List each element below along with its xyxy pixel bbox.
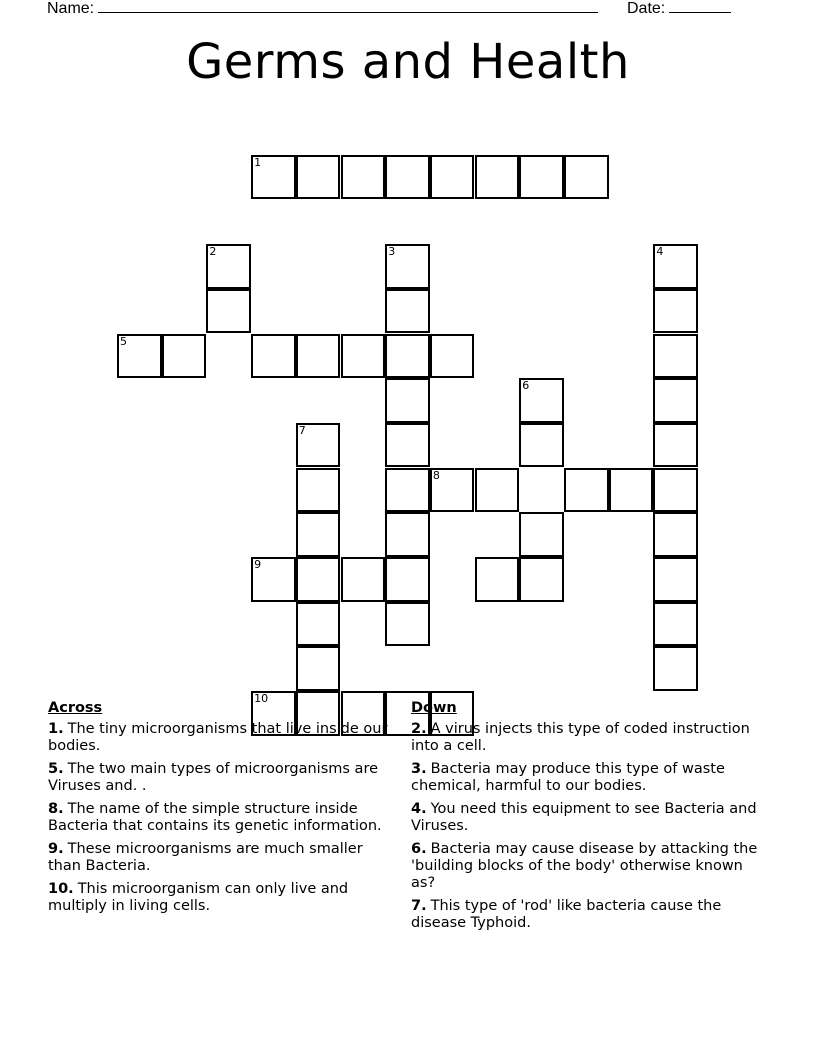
clue-number: 9. [48, 841, 64, 857]
crossword-cell[interactable] [296, 423, 341, 468]
crossword-cell[interactable] [385, 334, 430, 379]
clue-text: This type of 'rod' like bacteria cause the disease Typhoid. [411, 898, 722, 931]
clue-text: The name of the simple structure inside Bacteria that contains its genetic information. [48, 801, 382, 834]
crossword-cell[interactable] [475, 468, 520, 513]
crossword-cell[interactable] [385, 378, 430, 423]
clue-number: 1. [48, 721, 64, 737]
crossword-cell[interactable] [206, 244, 251, 289]
crossword-cell[interactable] [519, 423, 564, 468]
down-heading: Down [411, 700, 457, 716]
crossword-cell[interactable] [296, 512, 341, 557]
crossword-cell[interactable] [519, 378, 564, 423]
crossword-cell[interactable] [385, 289, 430, 334]
crossword-cell[interactable] [609, 468, 654, 513]
crossword-cell[interactable] [385, 468, 430, 513]
crossword-cell[interactable] [117, 334, 162, 379]
crossword-cell[interactable] [430, 155, 475, 200]
cell-number: 4 [656, 245, 664, 259]
crossword-cell[interactable] [385, 512, 430, 557]
crossword-cell[interactable] [296, 155, 341, 200]
clue-text: You need this equipment to see Bacteria and Viruses. [411, 801, 757, 834]
crossword-cell[interactable] [653, 468, 698, 513]
clue-down-7 [411, 898, 771, 932]
cell-number: 3 [388, 245, 396, 259]
cell-number: 6 [522, 379, 530, 393]
clue-number: 5. [48, 761, 64, 777]
clue-text: These microorganisms are much smaller than Bacteria. [48, 841, 363, 874]
clue-text: The two main types of microorganisms are Viruses and. . [48, 761, 379, 794]
clue-down-4 [411, 801, 771, 835]
clue-down-3 [411, 761, 771, 795]
crossword-cell[interactable] [341, 155, 386, 200]
crossword-cell[interactable] [519, 557, 564, 602]
cell-number: 2 [209, 245, 217, 259]
crossword-cell[interactable] [653, 646, 698, 691]
crossword-cell[interactable] [653, 334, 698, 379]
crossword-cell[interactable] [564, 155, 609, 200]
clue-text: A virus injects this type of coded instruction into a cell. [411, 721, 750, 754]
clue-number: 2. [411, 721, 427, 737]
crossword-cell[interactable] [653, 602, 698, 647]
crossword-cell[interactable] [653, 512, 698, 557]
crossword-cell[interactable] [162, 334, 207, 379]
clue-across-10 [48, 881, 393, 915]
crossword-cell[interactable] [653, 378, 698, 423]
cell-number: 8 [432, 468, 440, 482]
crossword-cell[interactable] [564, 468, 609, 513]
clue-number: 6. [411, 841, 427, 857]
cell-number: 9 [254, 558, 262, 571]
clue-text: The tiny microorganisms that live inside our bodies. [48, 721, 388, 754]
clue-text: This microorganism can only live and multiply in living cells. [48, 881, 349, 914]
across-heading: Across [48, 700, 103, 716]
clue-number: 3. [411, 761, 427, 777]
across-clues [48, 700, 393, 921]
clue-text: Bacteria may produce this type of waste chemical, harmful to our bodies. [411, 761, 725, 794]
down-clues [411, 700, 771, 938]
crossword-cell[interactable] [385, 423, 430, 468]
crossword-cell[interactable] [296, 468, 341, 513]
clue-down-2 [411, 721, 771, 755]
crossword-cell[interactable] [251, 334, 296, 379]
clue-number: 7. [411, 898, 427, 914]
cell-number: 5 [120, 334, 127, 348]
clue-number: 10. [48, 881, 74, 897]
clue-across-5 [48, 761, 393, 795]
clue-text: Bacteria may cause disease by attacking the 'building blocks of the body' otherwise known as? [411, 841, 758, 891]
crossword-cell[interactable] [653, 423, 698, 468]
crossword-cell[interactable] [653, 244, 698, 289]
cell-number: 1 [254, 155, 262, 169]
crossword-cell[interactable] [251, 557, 296, 602]
crossword-cell[interactable] [296, 334, 341, 379]
clue-across-1 [48, 721, 393, 755]
crossword-cell[interactable] [475, 557, 520, 602]
crossword-cell[interactable] [251, 155, 296, 200]
crossword-cell[interactable] [519, 512, 564, 557]
crossword-cell[interactable] [430, 334, 475, 379]
crossword-cell[interactable] [385, 155, 430, 200]
page-title: Germs and Health [186, 34, 630, 90]
clue-number: 8. [48, 801, 64, 817]
crossword-cell[interactable] [430, 468, 475, 513]
name-label: Name: [47, 0, 95, 17]
clue-across-9 [48, 841, 393, 875]
crossword-cell[interactable] [296, 646, 341, 691]
crossword-cell[interactable] [653, 289, 698, 334]
crossword-cell[interactable] [385, 602, 430, 647]
crossword-cell[interactable] [206, 289, 251, 334]
clue-down-6 [411, 841, 771, 892]
crossword-cell[interactable] [296, 557, 341, 602]
clue-across-8 [48, 801, 393, 835]
cell-number: 7 [298, 423, 306, 437]
crossword-cell[interactable] [385, 244, 430, 289]
crossword-cell[interactable] [341, 557, 386, 602]
crossword-cell[interactable] [341, 334, 386, 379]
cell-number: 10 [254, 692, 269, 706]
crossword-cell[interactable] [519, 155, 564, 200]
crossword-cell[interactable] [296, 602, 341, 647]
clue-number: 4. [411, 801, 427, 817]
crossword-cell[interactable] [385, 557, 430, 602]
crossword-cell[interactable] [475, 155, 520, 200]
crossword-cell[interactable] [653, 557, 698, 602]
date-label: Date: [627, 0, 666, 17]
